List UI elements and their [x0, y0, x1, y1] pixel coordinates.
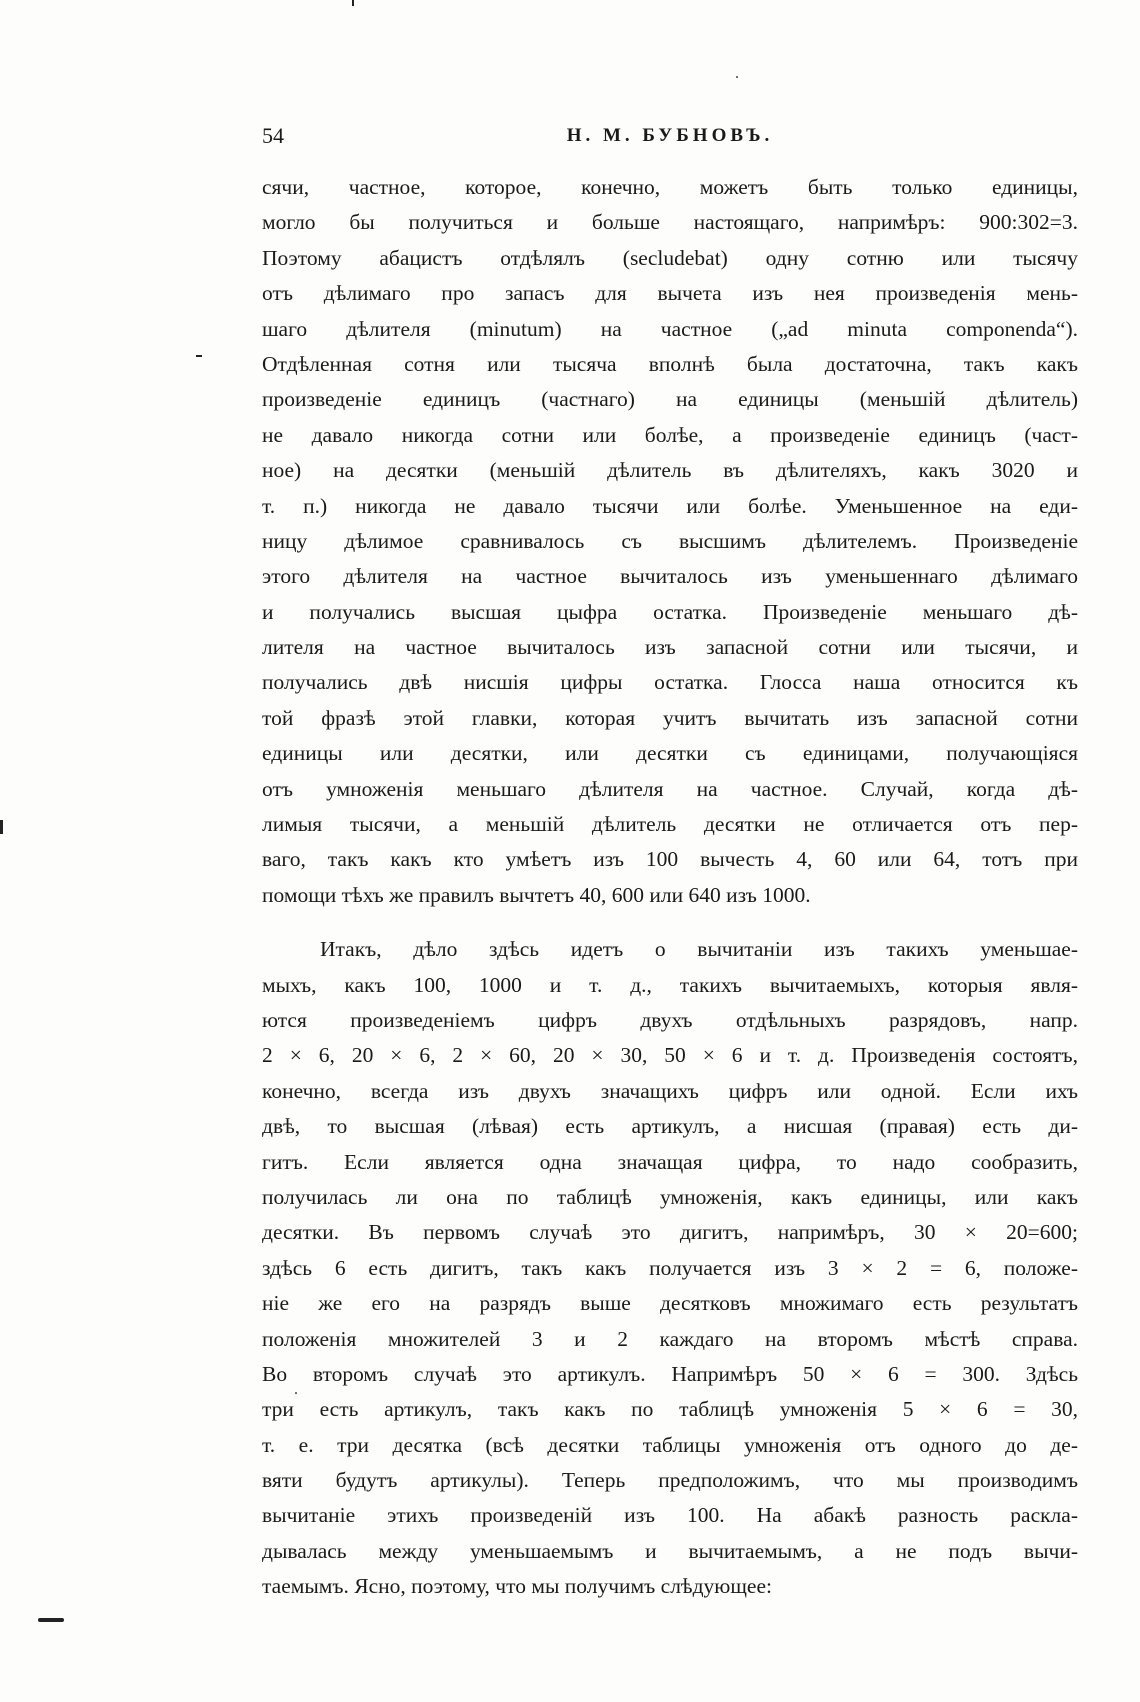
page-number: 54 — [262, 123, 284, 148]
text-line: ное) на десятки (меньшій дѣлитель въ дѣлителяхъ, какъ 3020 и — [262, 458, 1078, 483]
scan-speck — [196, 355, 202, 357]
text-line: вяти будутъ артикулы). Теперь предположимъ, что мы производимъ — [262, 1468, 1078, 1493]
running-head: Н. М. БУБНОВЪ. — [566, 125, 774, 146]
text-line: Итакъ, дѣло здѣсь идетъ о вычитаніи изъ такихъ уменьшае- — [320, 937, 1078, 962]
text-line: т. п.) никогда не давало тысячи или болѣе. Уменьшенное на еди- — [262, 493, 1078, 518]
text-line: двѣ, то высшая (лѣвая) есть артикулъ, а нисшая (правая) есть ди- — [262, 1114, 1078, 1139]
text-line: вычитаніе этихъ произведеній изъ 100. На абакѣ разность раскла- — [262, 1503, 1078, 1528]
scan-speck — [352, 0, 354, 6]
text-line: шаго дѣлителя (minutum) на частное („ad minuta componenda“). — [262, 316, 1078, 341]
scan-speck — [736, 76, 738, 78]
text-line: дывалась между уменьшаемымъ и вычитаемымъ, а не подъ вычи- — [262, 1538, 1078, 1563]
text-line: получилась ли она по таблицѣ умноженія, какъ единицы, или какъ — [262, 1184, 1078, 1209]
text-line: положенія множителей 3 и 2 каждаго на второмъ мѣстѣ справа. — [262, 1326, 1078, 1351]
text-line: сячи, частное, которое, конечно, можетъ быть только единицы, — [262, 175, 1078, 199]
text-line: Во второмъ случаѣ это артикулъ. Напримѣръ 50 × 6 = 300. Здѣсь — [262, 1361, 1078, 1386]
text-line: три есть артикулъ, такъ какъ по таблицѣ умноженія 5 × 6 = 30, — [262, 1397, 1078, 1422]
scan-speck — [0, 820, 3, 834]
text-line: лителя на частное вычиталось изъ запасной сотни или тысячи, и — [262, 635, 1078, 660]
text-line: мыхъ, какъ 100, 1000 и т. д., такихъ вычитаемыхъ, которыя явля- — [262, 972, 1078, 997]
text-line: гитъ. Если является одна значащая цифра, то надо сообразить, — [262, 1149, 1078, 1174]
paragraph-gap — [262, 913, 1078, 932]
text-line: и получались высшая цыфра остатка. Произведеніе меньшаго дѣ- — [262, 599, 1078, 624]
page-header — [262, 118, 1078, 154]
text-line: здѣсь 6 есть дигитъ, такъ какъ получается изъ 3 × 2 = 6, положе- — [262, 1255, 1078, 1280]
text-line: таемымъ. Ясно, поэтому, что мы получимъ слѣдующее: — [262, 1574, 772, 1599]
text-line: 2 × 6, 20 × 6, 2 × 60, 20 × 30, 50 × 6 и т. д. Произведенія состоятъ, — [262, 1043, 1078, 1068]
text-line: ницу дѣлимое сравнивалось съ высшимъ дѣлителемъ. Произведеніе — [262, 528, 1078, 553]
text-line: этого дѣлителя на частное вычиталось изъ уменьшеннаго дѣлимаго — [262, 564, 1078, 589]
text-line: ются произведеніемъ цифръ двухъ отдѣльныхъ разрядовъ, напр. — [262, 1007, 1078, 1032]
text-line: Поэтому абацистъ отдѣлялъ (secludebat) одну сотню или тысячу — [262, 245, 1078, 270]
text-line: ніе же его на разрядъ выше десятковъ множимаго есть результатъ — [262, 1291, 1078, 1316]
text-line: конечно, всегда изъ двухъ значащихъ цифръ или одной. Если ихъ — [262, 1078, 1078, 1103]
text-line: помощи тѣхъ же правилъ вычтетъ 40, 600 или 640 изъ 1000. — [262, 882, 811, 907]
body-text — [262, 170, 1078, 1605]
text-line: лимыя тысячи, а меньшій дѣлитель десятки не отличается отъ пер- — [262, 812, 1078, 837]
text-line: той фразѣ этой главки, которая учитъ вычитать изъ запасной сотни — [262, 705, 1078, 730]
paragraph — [262, 170, 1078, 913]
text-line: десятки. Въ первомъ случаѣ это дигитъ, напримѣръ, 30 × 20=600; — [262, 1220, 1078, 1245]
text-line: могло бы получиться и больше настоящаго, напримѣръ: 900:302=3. — [262, 210, 1078, 235]
text-line: отъ умноженія меньшаго дѣлителя на частное. Случай, когда дѣ- — [262, 776, 1078, 801]
scan-speck — [38, 1618, 64, 1622]
text-line: ваго, такъ какъ кто умѣетъ изъ 100 вычесть 4, 60 или 64, тотъ при — [262, 847, 1078, 872]
text-line: получались двѣ нисшія цифры остатка. Глосса наша относится къ — [262, 670, 1078, 695]
text-line: отъ дѣлимаго про запасъ для вычета изъ нея произведенія мень- — [262, 281, 1078, 306]
text-line: не давало никогда сотни или болѣе, а произведеніе единицъ (част- — [262, 422, 1078, 447]
text-line: единицы или десятки, или десятки съ единицами, получающіяся — [262, 741, 1078, 766]
paragraph — [262, 932, 1078, 1604]
text-line: Отдѣленная сотня или тысяча вполнѣ была достаточна, такъ какъ — [262, 351, 1078, 376]
text-line: т. е. три десятка (всѣ десятки таблицы умноженія отъ одного до де- — [262, 1432, 1078, 1457]
text-line: произведеніе единицъ (частнаго) на единицы (меньшій дѣлитель) — [262, 387, 1078, 412]
